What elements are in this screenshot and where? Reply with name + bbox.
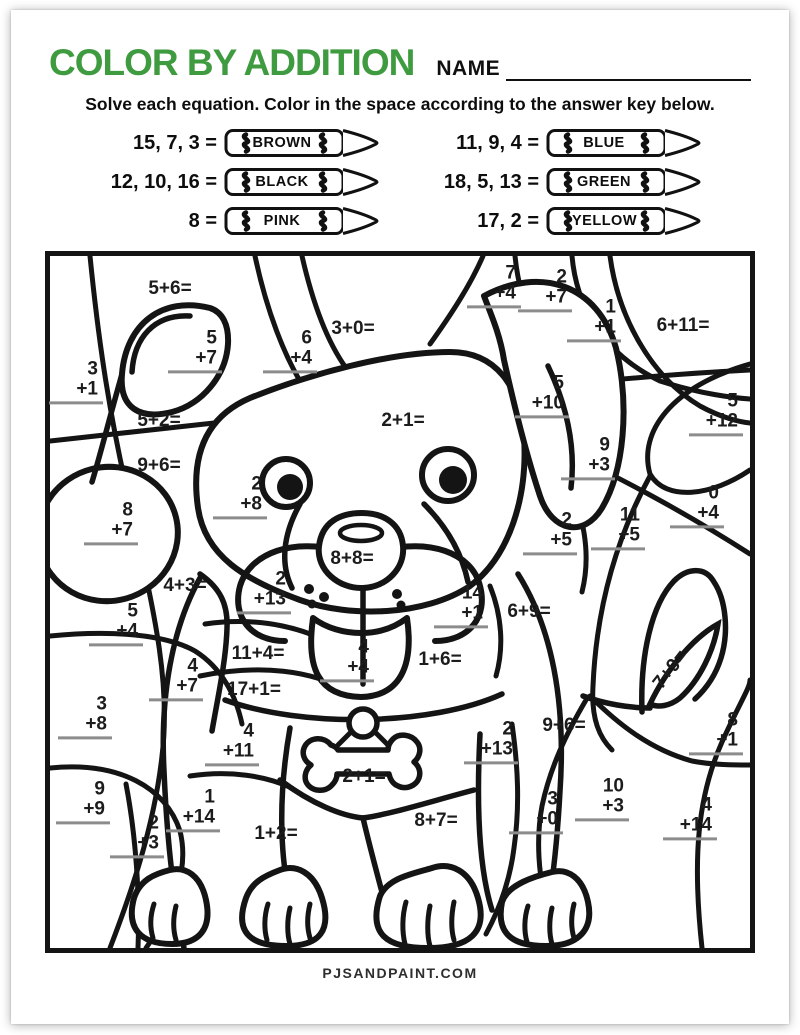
instructions: Solve each equation. Color in the space according to the answer key below. (85, 94, 715, 114)
puzzle-equation: 2 +13 (237, 569, 291, 614)
puzzle-equation: 2 +3 (110, 813, 164, 858)
answer-key-left-column (95, 127, 383, 237)
puzzle-equation: 8+7= (414, 809, 458, 831)
equation-layer (50, 256, 750, 948)
crayon-black (223, 166, 383, 198)
footer-url: PJSANDPAINT.COM (322, 965, 478, 981)
header (49, 42, 751, 84)
puzzle-equation: 2 +8 (213, 474, 267, 519)
puzzle-equation: 8+8= (330, 547, 374, 569)
coloring-puzzle[interactable] (45, 251, 755, 953)
puzzle-equation: 2 +5 (523, 510, 577, 555)
puzzle-equation: 5 +7 (168, 328, 222, 373)
key-answers-green: 18, 5, 13 = (443, 170, 539, 193)
puzzle-equation: 4 +7 (149, 656, 203, 701)
crayon-color-label: BLUE (583, 135, 625, 151)
key-row-blue (427, 127, 705, 159)
key-answers-yellow: 17, 2 = (477, 209, 539, 232)
name-input-line[interactable] (506, 57, 751, 81)
puzzle-equation: 14 +1 (434, 583, 488, 628)
page-title: COLOR BY ADDITION (49, 42, 415, 83)
puzzle-equation: 2+1= (381, 409, 425, 431)
puzzle-equation: 2 +13 (464, 719, 518, 764)
puzzle-equation: 1 +14 (166, 787, 220, 832)
crayon-color-label: BLACK (255, 174, 309, 190)
puzzle-equation: 8 +1 (689, 710, 743, 755)
crayon-yellow (545, 205, 705, 237)
crayon-color-label: BROWN (252, 135, 312, 151)
puzzle-equation: 9+6= (137, 454, 181, 476)
puzzle-equation: 1 +1 (567, 297, 621, 342)
puzzle-equation: 2 +7 (518, 267, 572, 312)
key-answers-pink: 8 = (188, 209, 217, 232)
key-row-brown (95, 127, 383, 159)
key-row-pink (95, 205, 383, 237)
puzzle-equation: 5 +12 (689, 391, 743, 436)
puzzle-equation: 3 +1 (49, 359, 103, 404)
puzzle-equation: 3 +0 (509, 789, 563, 834)
puzzle-equation: 5 +4 (89, 601, 143, 646)
answer-key-right-column (427, 127, 705, 237)
puzzle-equation: 4 +11 (205, 721, 259, 766)
crayon-green (545, 166, 705, 198)
puzzle-equation: 2+1= (342, 765, 386, 787)
puzzle-equation: 1+2= (254, 822, 298, 844)
crayon-color-label: GREEN (576, 174, 632, 190)
crayon-brown (223, 127, 383, 159)
puzzle-equation: 6+11= (656, 314, 710, 336)
puzzle-equation: 6 +4 (263, 328, 317, 373)
answer-key (45, 127, 755, 237)
puzzle-equation: 17+1= (227, 678, 281, 700)
worksheet-page (11, 10, 789, 1024)
puzzle-equation: 10 +3 (575, 776, 629, 821)
puzzle-equation: 11+4= (231, 642, 285, 664)
puzzle-equation: 4 +14 (663, 795, 717, 840)
key-answers-blue: 11, 9, 4 = (456, 131, 539, 154)
puzzle-equation: 4 +4 (320, 637, 374, 682)
crayon-color-label: YELLOW (572, 213, 638, 229)
puzzle-equation: 11 +5 (591, 505, 645, 550)
puzzle-equation: 5 +10 (515, 373, 569, 418)
puzzle-equation: 6+9= (507, 600, 551, 622)
puzzle-equation: 3 +8 (58, 694, 112, 739)
puzzle-equation: 7+9= (648, 646, 693, 694)
puzzle-equation: 0 +4 (670, 483, 724, 528)
key-answers-brown: 15, 7, 3 = (133, 131, 217, 154)
puzzle-equation: 8 +7 (84, 500, 138, 545)
key-answers-black: 12, 10, 16 = (110, 170, 217, 193)
name-field-row (436, 57, 751, 84)
crayon-color-label: PINK (263, 213, 301, 229)
name-label: NAME (436, 57, 501, 80)
puzzle-equation: 5+6= (148, 277, 192, 299)
puzzle-equation: 4+3= (163, 574, 207, 596)
key-row-yellow (427, 205, 705, 237)
puzzle-equation: 9+6= (542, 714, 586, 736)
puzzle-equation: 9 +3 (561, 435, 615, 480)
puzzle-equation: 5+2= (137, 409, 181, 431)
crayon-pink (223, 205, 383, 237)
puzzle-equation: 3+0= (331, 317, 375, 339)
key-row-black (95, 166, 383, 198)
puzzle-equation: 7 +4 (467, 263, 521, 308)
puzzle-equation: 1+6= (418, 648, 462, 670)
key-row-green (427, 166, 705, 198)
crayon-blue (545, 127, 705, 159)
puzzle-equation: 9 +9 (56, 779, 110, 824)
